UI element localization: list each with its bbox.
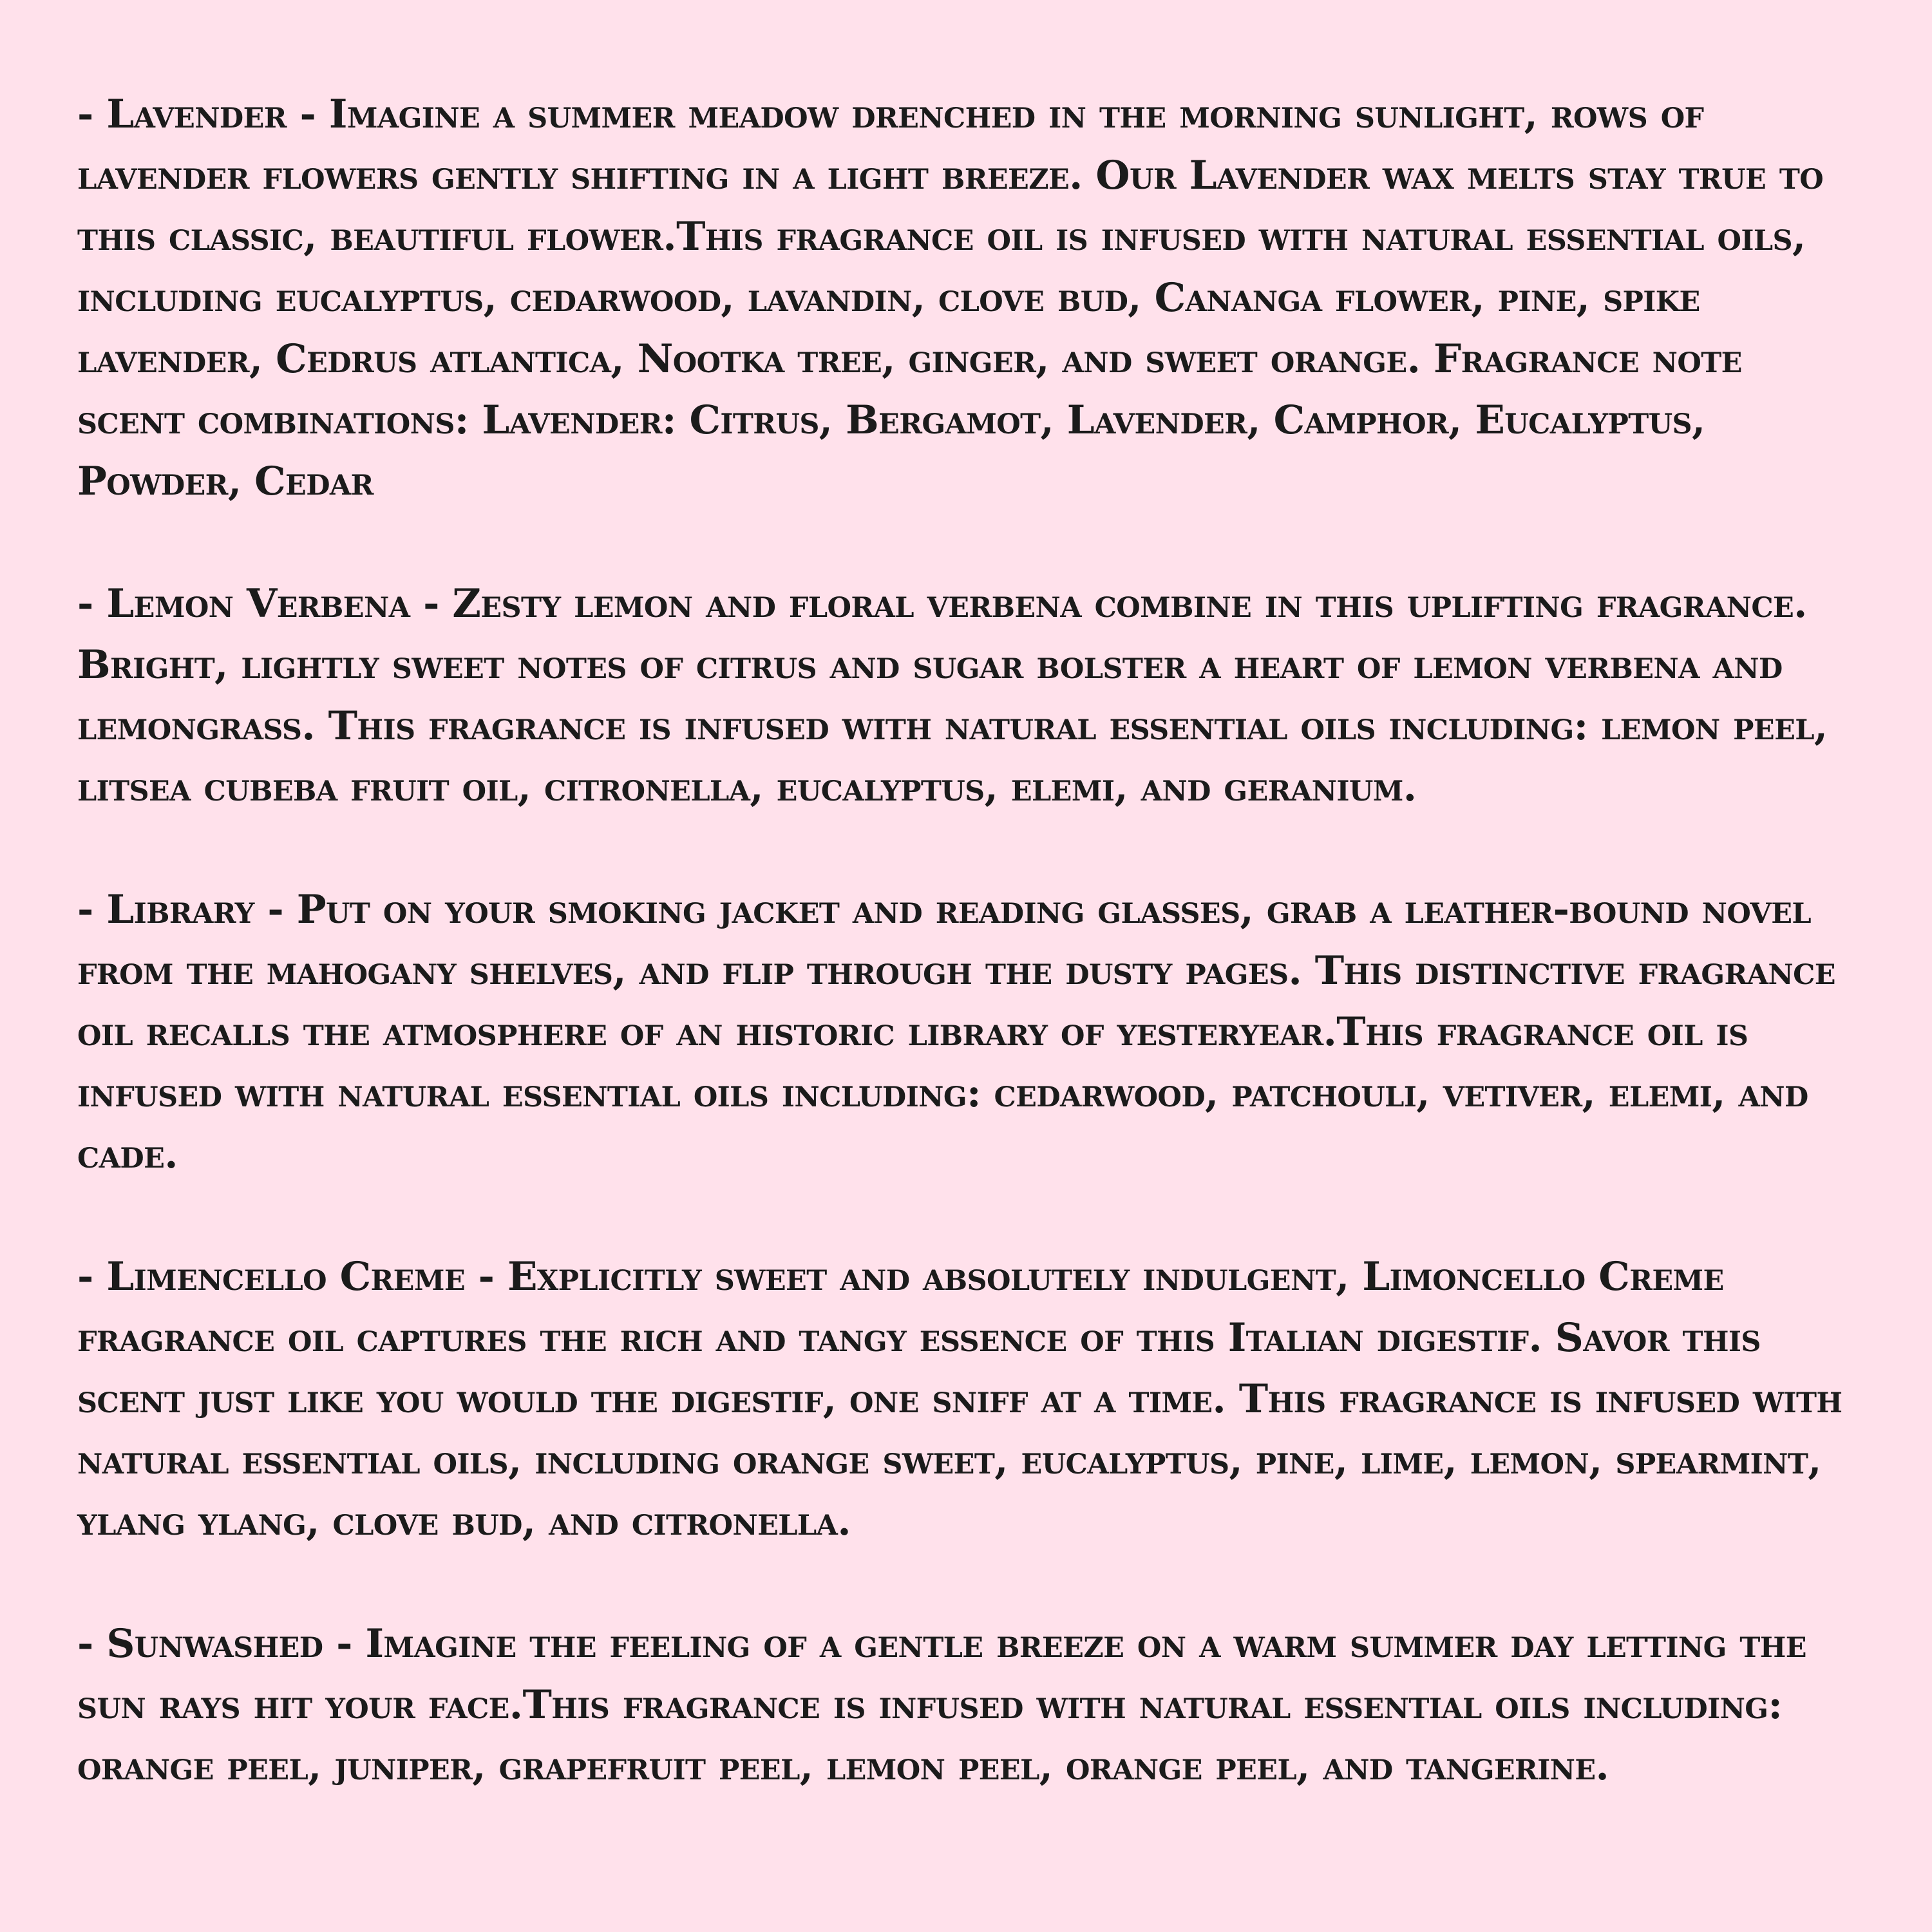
fragrance-entry-lavender: - Lavender - Imagine a summer meadow drenched in the morning sunlight, rows of lavender flowers gently shifting in a light breeze. Our Lavender wax melts stay true to this classic, beautiful flower.This fragrance oil is infused with natural essential oils, including eucalyptus, cedarwood, lavandin, clove bud, Cananga flower, pine, spike lavender, Cedrus atlantica, Nootka tree, ginger, and sweet orange. Fragrance note scent combinations: Lavender: Citrus, Bergamot, Lavender, Camphor, Eucalyptus, Powder, Cedar — [77, 91, 1824, 504]
fragrance-entry-library: - Library - Put on your smoking jacket and reading glasses, grab a leather-bound novel from the mahogany shelves, and flip through the dusty pages. This distinctive fragrance oil recalls the atmosphere of an historic library of yesteryear.This fragrance oil is infused with natural essential oils including: cedarwood, patchouli, vetiver, elemi, and cade. — [77, 887, 1835, 1177]
fragrance-entry-limencello-creme: - Limencello Creme - Explicitly sweet and absolutely indulgent, Limoncello Creme fragrance oil captures the rich and tangy essence of this Italian digestif. Savor this scent just like you would the digestif, one sniff at a time. This fragrance is infused with natural essential oils, including orange sweet, eucalyptus, pine, lime, lemon, spearmint, ylang ylang, clove bud, and citronella. — [77, 1254, 1842, 1544]
fragrance-entry-sunwashed: - Sunwashed - Imagine the feeling of a gentle breeze on a warm summer day letting the sun rays hit your face.This fragrance is infused with natural essential oils including: orange peel, juniper, grapefruit peel, lemon peel, orange peel, and tangerine. — [77, 1621, 1806, 1789]
fragrance-entry-lemon-verbena: - Lemon Verbena - Zesty lemon and floral verbena combine in this uplifting fragrance. Bright, lightly sweet notes of citrus and sugar bolster a heart of lemon verbena and lemongrass. This fragrance is infused with natural essential oils including: lemon peel, litsea cubeba fruit oil, citronella, eucalyptus, elemi, and geranium. — [77, 581, 1828, 810]
